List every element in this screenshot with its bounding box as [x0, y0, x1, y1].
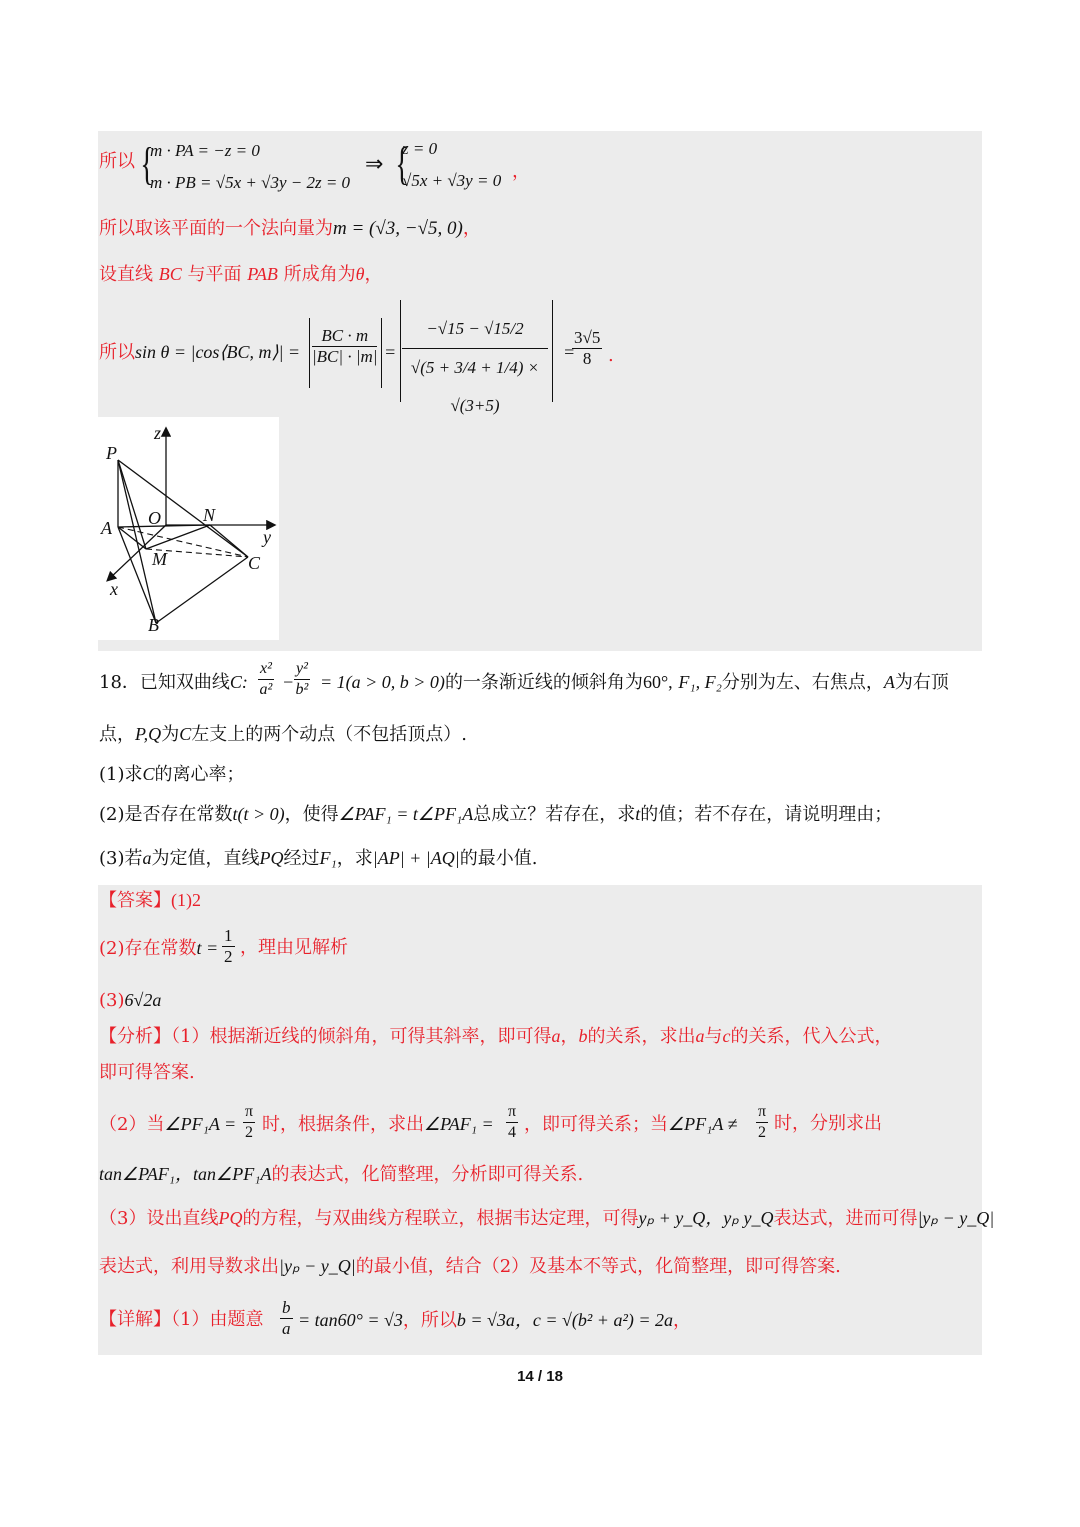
pyramid-diagram: [98, 417, 279, 640]
label-B: B: [148, 615, 159, 635]
question-2: (2)是否存在常数t(t > 0)，使得∠PAF₁ = t∠PF₁A总成立？若存在，求t的值；若不存在，请说明理由；: [99, 804, 893, 825]
abs-bar: [309, 318, 310, 388]
question-1: (1)求C的离心率；: [99, 764, 245, 785]
abs-bar: [552, 300, 553, 402]
normal-vector-line: 所以取该平面的一个法向量为m = (√3, −√5, 0)，: [99, 218, 481, 239]
analysis-line-2: 即可得答案.: [99, 1062, 195, 1083]
analysis-line-6: 表达式，利用导数求出|yₚ − y_Q|的最小值，结合（2）及基本不等式，化简整理，即可得答案.: [99, 1256, 841, 1277]
system2-eq1: z = 0: [402, 139, 438, 158]
abs-bar: [381, 318, 382, 388]
label-P: P: [106, 443, 117, 463]
analysis-line-3b: 时，根据条件，求出∠PAF₁ =: [262, 1114, 494, 1135]
t-frac: $\frac{1}{2}$: [224, 926, 233, 966]
pi-half-frac: $\frac{\pi}{2}$: [245, 1103, 254, 1141]
label-y: y: [263, 527, 271, 547]
analysis-line-3d: 时，分别求出: [774, 1113, 882, 1134]
geometry-figure: [98, 417, 279, 640]
pi-half-frac-2: $\frac{\pi}{2}$: [758, 1103, 767, 1141]
y-frac: $\frac{\text{y²}}{\text{b²}}$: [295, 660, 309, 698]
answer-line-2: (2)存在常数t =: [99, 938, 219, 959]
answer-line-3: (3)6√2a: [99, 990, 162, 1011]
label-M: M: [152, 549, 167, 569]
analysis-line-3c: ，即可得关系；当∠PF₁A ≠: [524, 1114, 738, 1135]
angle-def-line: 设直线 BC 与平面 PAB 所成角为θ，: [99, 264, 383, 285]
label-O: O: [148, 508, 161, 528]
value-fraction: $\frac{-√15 - √15/2}{√(5 + 3/4 + 1/4) \times √(3+5)}$: [402, 310, 548, 425]
system2-eq2: √5x + √3y = 0: [402, 171, 502, 190]
analysis-line-4: tan∠PAF₁，tan∠PF₁A的表达式，化简整理，分析即可得关系.: [99, 1164, 584, 1185]
sin-theta-line: 所以sin θ = |cos⟨BC, m⟩| =: [99, 342, 301, 363]
b-over-a-frac: $\frac{b}{a}$: [282, 1298, 291, 1338]
analysis-line-1: 【分析】（1）根据渐近线的倾斜角，可得其斜率，即可得a，b的关系，求出a与c的关系，代入公式，: [99, 1026, 893, 1047]
system-comma: ，: [512, 161, 530, 182]
answer-line-2b: ，理由见解析: [240, 937, 348, 958]
period: .: [608, 345, 614, 366]
answer-line-1: 【答案】(1)2: [99, 890, 201, 911]
equals-sign: =: [384, 342, 397, 362]
analysis-line-5: （3）设出直线PQ的方程，与双曲线方程联立，根据韦达定理，可得yₚ + y_Q，yₚ y_Q表达式，进而可得|yₚ − y_Q|: [99, 1208, 995, 1229]
system-eq1: m · PA = −z = 0: [150, 141, 260, 160]
label-N: N: [203, 505, 216, 525]
minus: −: [282, 672, 295, 692]
x-frac: $\frac{\text{x²}}{\text{a²}}$: [259, 660, 273, 698]
label-A: A: [101, 518, 112, 538]
detail-line-b: = tan60° = √3，所以b = √3a，c = √(b² + a²) = 2a，: [298, 1310, 691, 1331]
detail-line: 【详解】（1）由题意: [99, 1309, 264, 1330]
label-z: z: [154, 423, 162, 443]
cos-fraction: $\frac{BC \cdot m}{|BC| \cdot |m|}$: [312, 326, 378, 366]
analysis-line-3: （2）当∠PF₁A =: [99, 1114, 237, 1135]
label-C: C: [248, 553, 261, 573]
system-brace-right: {: [395, 138, 409, 189]
problem-line-1b: = 1(a > 0, b > 0)的一条渐近线的倾斜角为60°, F₁, F₂分别为左、右焦点，A为右顶: [320, 672, 949, 693]
system-line: 所以: [99, 151, 135, 172]
label-x: x: [110, 579, 118, 599]
question-3: (3)若a为定值，直线PQ经过F₁，求|AP| + |AQ|的最小值.: [99, 848, 538, 869]
implies-arrow: ⇒: [365, 151, 384, 176]
abs-bar: [400, 300, 401, 402]
problem-line-2: 点，P,Q为C左支上的两个动点（不包括顶点）.: [99, 724, 467, 745]
problem-line-1: 18．已知双曲线C:: [99, 672, 248, 693]
system-brace-left: {: [140, 138, 154, 189]
pi-quarter-frac: $\frac{\pi}{4}$: [508, 1103, 517, 1141]
page-number: 14 / 18: [517, 1368, 563, 1385]
equals-sign: =: [563, 342, 576, 362]
system-eq2: m · PB = √5x + √3y − 2z = 0: [150, 173, 351, 192]
result-fraction: $\frac{3√5}{8}$: [574, 328, 601, 368]
